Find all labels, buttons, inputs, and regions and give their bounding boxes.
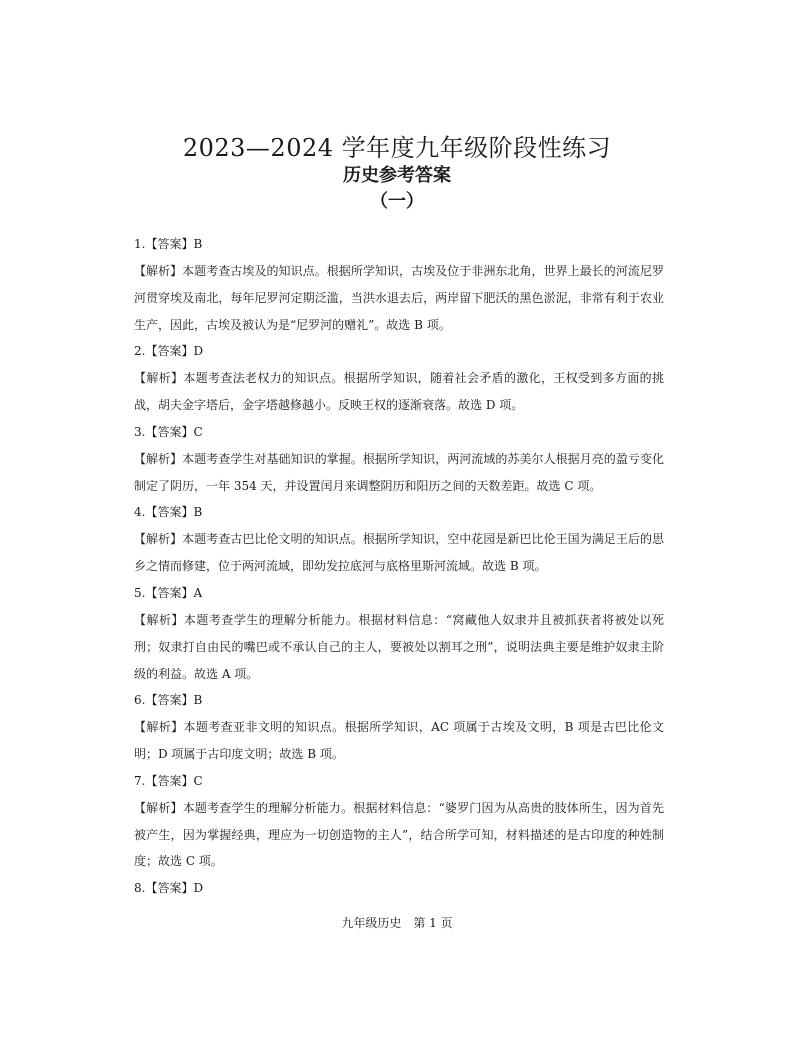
question-7 [134, 768, 664, 875]
document-subtitle: 历史参考答案 [343, 165, 451, 186]
question-2 [134, 338, 664, 419]
question-3 [134, 419, 664, 500]
answer-line: 2.【答案】D [134, 344, 204, 359]
answer-line: 3.【答案】C [134, 424, 203, 439]
analysis-text: 【解析】本题考查法老权力的知识点。根据所学知识，随着社会矛盾的激化，王权受到多方面的挑战，胡夫金字塔后，金字塔越修越小。反映王权的逐渐衰落。故选 D 项。 [134, 371, 664, 413]
question-6 [134, 687, 664, 768]
analysis-text: 【解析】本题考查古巴比伦文明的知识点。根据所学知识，空中花园是新巴比伦王国为满足王后的思乡之情而修建，位于两河流域，即幼发拉底河与底格里斯河流域。故选 B 项。 [134, 532, 664, 574]
question-1 [134, 231, 664, 338]
answer-line: 1.【答案】B [134, 237, 203, 251]
analysis-text: 【解析】本题考查学生的理解分析能力。根据材料信息：“窝藏他人奴隶并且被抓获者将被处以死刑；奴隶打自由民的嘴巴或不承认自己的主人，要被处以割耳之刑”，说明法典主要是维护奴隶主阶级的利益。故选 A 项。 [134, 612, 664, 681]
analysis-text: 【解析】本题考查学生的理解分析能力。根据材料信息：“婆罗门因为从高贵的肢体所生，因为首先被产生，因为掌握经典，理应为一切创造物的主人”，结合所学可知，材料描述的是古印度的种姓制度；故选 C 项。 [134, 800, 664, 869]
answer-list [134, 231, 664, 902]
answer-line: 6.【答案】B [134, 693, 203, 708]
analysis-text: 【解析】本题考查古埃及的知识点。根据所学知识，古埃及位于非洲东北角，世界上最长的河流尼罗河贯穿埃及南北，每年尼罗河定期泛滥，当洪水退去后，两岸留下肥沃的黑色淤泥，非常有利于农业生产，因此，古埃及被认为是“尼罗河的赠礼”。故选 B 项。 [134, 263, 664, 332]
analysis-text: 【解析】本题考查学生对基础知识的掌握。根据所学知识，两河流域的苏美尔人根据月亮的盈亏变化制定了阴历，一年 354 天，并设置闰月来调整阴历和阳历之间的天数差距。故选 C 项。 [134, 451, 664, 493]
part-label: （一） [370, 191, 424, 212]
answer-line: 8.【答案】D [134, 881, 204, 896]
question-8 [134, 875, 664, 902]
answer-line: 5.【答案】A [134, 585, 203, 600]
answer-line: 7.【答案】C [134, 773, 203, 788]
analysis-text: 【解析】本题考查亚非文明的知识点。根据所学知识，AC 项属于古埃及文明，B 项是古巴比伦文明；D 项属于古印度文明；故选 B 项。 [134, 720, 664, 762]
answer-line: 4.【答案】B [134, 505, 203, 520]
document-title: 2023—2024 学年度九年级阶段性练习 [182, 134, 612, 162]
page-footer: 九年级历史 第 1 页 [341, 916, 453, 930]
question-5 [134, 580, 664, 687]
question-4 [134, 499, 664, 580]
